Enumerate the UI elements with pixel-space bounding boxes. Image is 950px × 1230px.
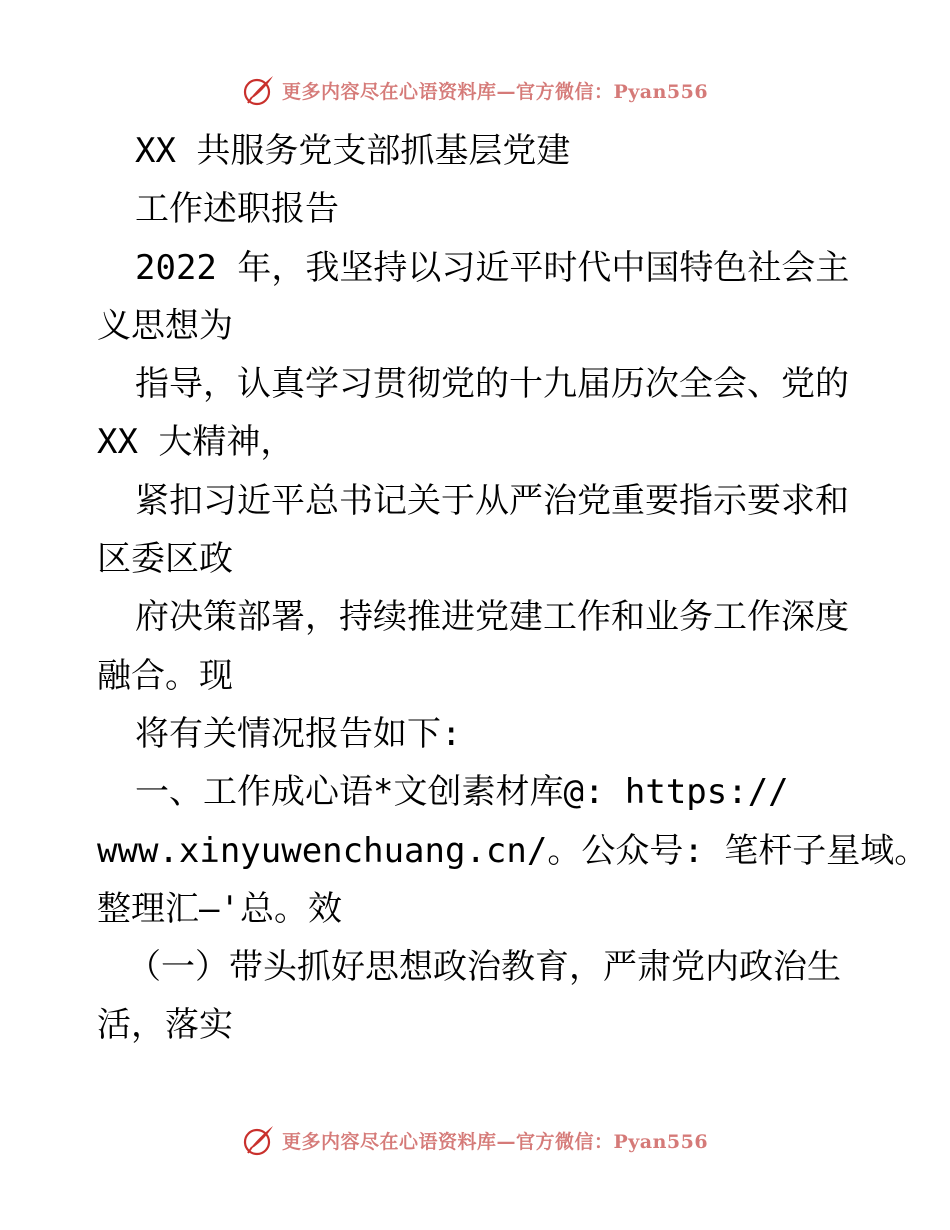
doc-paragraph-line: 区委区政	[97, 539, 233, 580]
footer-watermark-text: 更多内容尽在心语资料库—官方微信：Pyan556	[281, 1130, 709, 1153]
doc-paragraph-line: 府决策部署，持续推进党建工作和业务工作深度	[135, 597, 849, 638]
doc-title-line-2: 工作述职报告	[135, 189, 339, 230]
doc-title-line-1: XX 共服务党支部抓基层党建	[135, 131, 571, 171]
doc-paragraph-line: 将有关情况报告如下:	[135, 713, 462, 754]
doc-paragraph-line: 活，落实	[97, 1005, 233, 1046]
header-watermark-banner	[0, 70, 950, 110]
header-watermark-content	[242, 73, 708, 107]
doc-paragraph-line: 融合。现	[97, 655, 233, 696]
doc-url-line: www.xinyuwenchuang.cn/。公众号: 笔杆子星域。	[97, 830, 929, 871]
footer-watermark-content	[242, 1123, 708, 1157]
footer-watermark-banner	[0, 1120, 950, 1160]
header-watermark-text: 更多内容尽在心语资料库—官方微信：Pyan556	[281, 80, 709, 103]
quill-pen-logo-icon	[242, 1123, 276, 1157]
doc-paragraph-line: XX 大精神，	[97, 422, 295, 463]
doc-paragraph-line: 义思想为	[97, 305, 233, 346]
doc-paragraph-line: 2022 年，我坚持以习近平时代中国特色社会主	[135, 247, 850, 288]
quill-pen-logo-icon	[242, 73, 276, 107]
document-body	[97, 122, 929, 1055]
doc-paragraph-line: 整理汇—'总。效	[97, 888, 342, 929]
doc-subsection-heading-line: （一）带头抓好思想政治教育，严肃党内政治生	[127, 947, 841, 988]
doc-paragraph-line: 指导，认真学习贯彻党的十九届历次全会、党的	[135, 364, 849, 405]
doc-paragraph-line: 紧扣习近平总书记关于从严治党重要指示要求和	[135, 480, 849, 521]
doc-section-heading-line: 一、工作成心语*文创素材库@: https://	[135, 772, 789, 813]
